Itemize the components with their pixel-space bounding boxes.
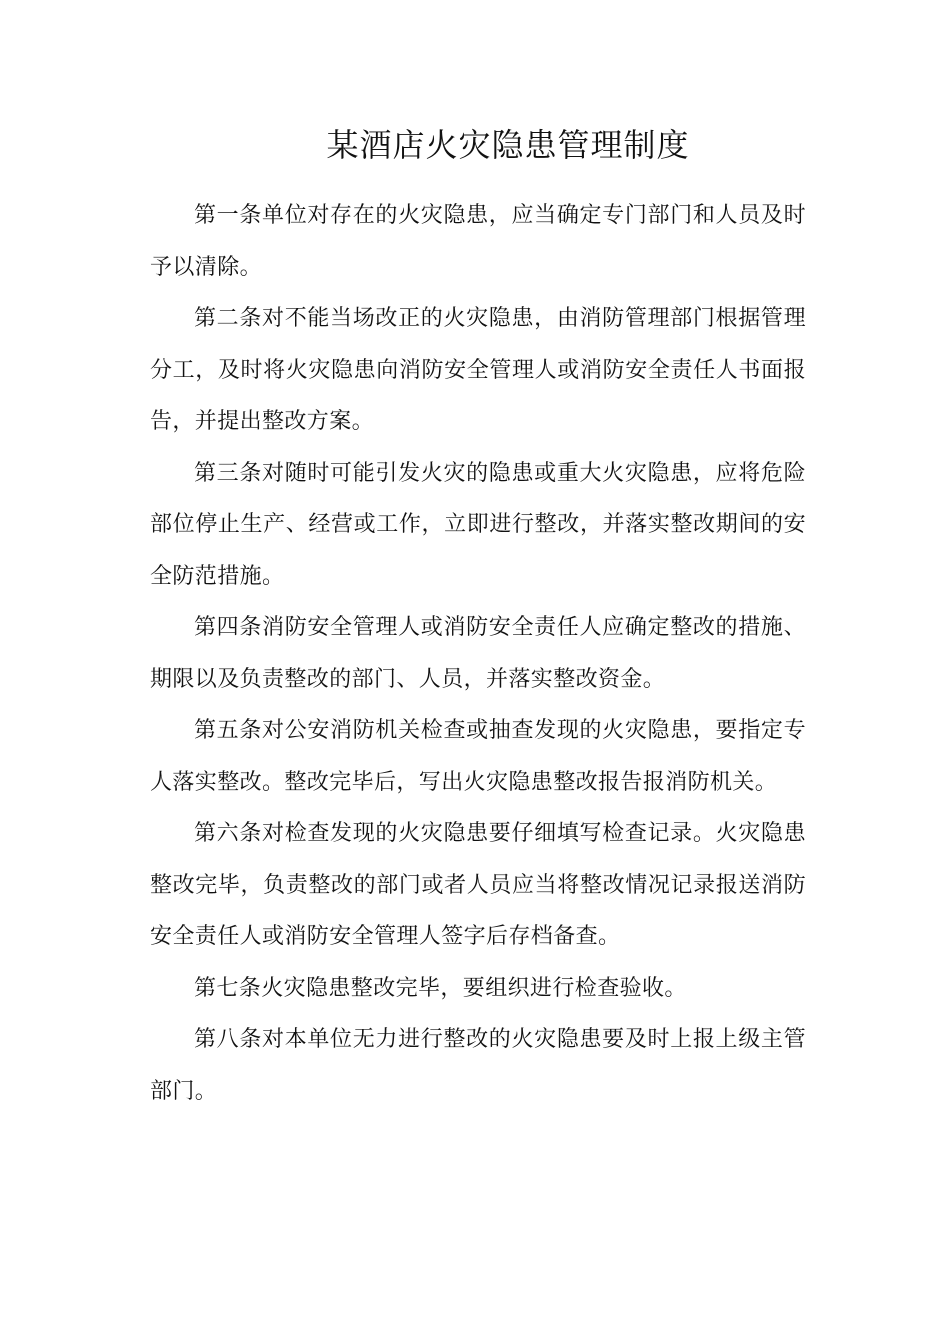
document-body (150, 190, 806, 1117)
article-5: 第五条对公安消防机关检查或抽查发现的火灾隐患，要指定专人落实整改。整改完毕后，写出火灾隐患整改报告报消防机关。 (150, 718, 806, 795)
article-1: 第一条单位对存在的火灾隐患，应当确定专门部门和人员及时予以清除。 (150, 203, 806, 280)
article-7: 第七条火灾隐患整改完毕，要组织进行检查验收。 (194, 975, 687, 1001)
article-8: 第八条对本单位无力进行整改的火灾隐患要及时上报上级主管部门。 (150, 1027, 806, 1104)
article-2: 第二条对不能当场改正的火灾隐患，由消防管理部门根据管理分工，及时将火灾隐患向消防安全管理人或消防安全责任人书面报告，并提出整改方案。 (150, 306, 806, 434)
article-6: 第六条对检查发现的火灾隐患要仔细填写检查记录。火灾隐患整改完毕，负责整改的部门或者人员应当将整改情况记录报送消防安全责任人或消防安全管理人签字后存档备查。 (150, 821, 806, 949)
article-3: 第三条对随时可能引发火灾的隐患或重大火灾隐患，应将危险部位停止生产、经营或工作，立即进行整改，并落实整改期间的安全防范措施。 (150, 460, 806, 589)
article-4: 第四条消防安全管理人或消防安全责任人应确定整改的措施、期限以及负责整改的部门、人员，并落实整改资金。 (150, 615, 806, 692)
document-title: 某酒店火灾隐患管理制度 (326, 126, 690, 164)
